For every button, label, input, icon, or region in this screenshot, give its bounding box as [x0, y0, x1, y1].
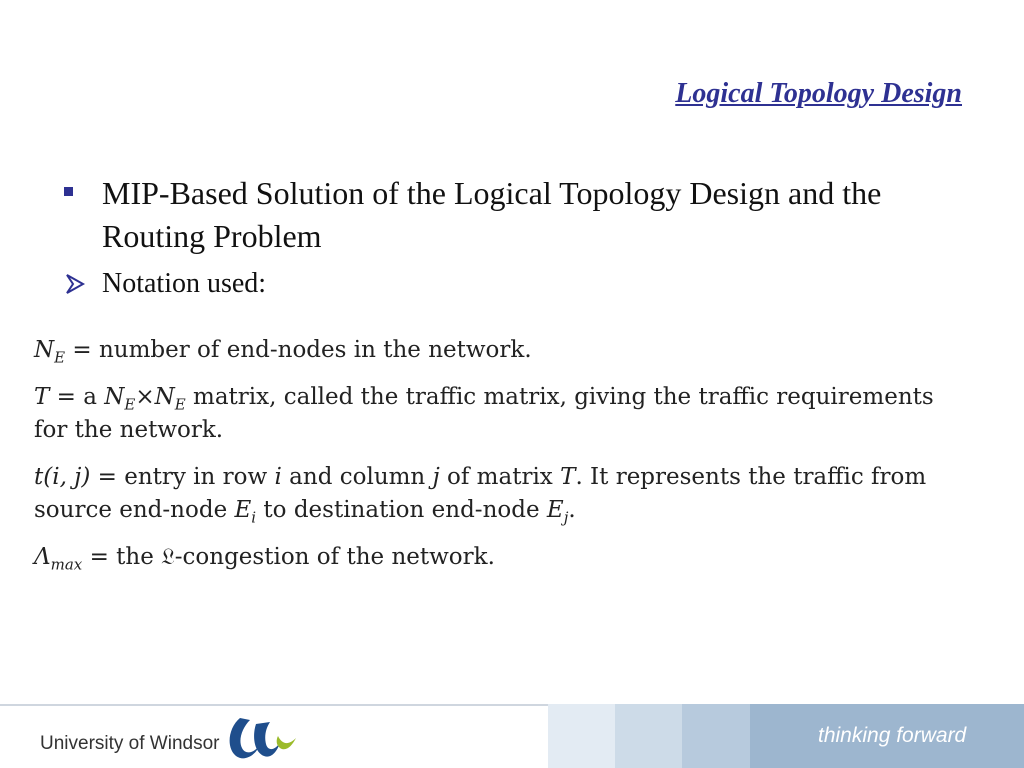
symbol-t: T — [560, 464, 576, 490]
symbol-t: T — [34, 384, 50, 410]
footer-band-3 — [682, 704, 750, 768]
times-sign: × — [135, 384, 155, 410]
square-bullet-icon — [64, 187, 73, 196]
university-name: University of Windsor — [40, 733, 220, 754]
notation-traffic-matrix-text: matrix, called the traffic matrix, giving the traffic requirements for the network. — [34, 384, 934, 443]
sub-bullet — [64, 266, 266, 302]
subscript-j: j — [563, 508, 569, 527]
subscript-e: E — [174, 395, 186, 414]
footer-tagline: thinking forward — [818, 724, 967, 747]
symbol-tij: t(i, j) — [34, 464, 91, 490]
notation-block — [34, 334, 974, 588]
subscript-max: max — [50, 555, 83, 574]
text: to destination end-node — [256, 497, 547, 523]
footer-band-2 — [615, 704, 682, 768]
notation-entry — [34, 461, 974, 527]
main-bullet — [64, 172, 944, 258]
subscript-i: i — [251, 508, 257, 527]
notation-congestion — [34, 541, 974, 574]
symbol-e: E — [234, 497, 252, 523]
subscript-e: E — [54, 348, 66, 367]
footer-band-1 — [548, 704, 615, 768]
text: . — [568, 497, 576, 523]
sub-bullet-text: Notation used: — [102, 268, 267, 299]
symbol-lambda: Λ — [34, 544, 51, 570]
symbol-e: E — [546, 497, 564, 523]
symbol-n: N — [104, 384, 125, 410]
symbol-j: j — [432, 464, 440, 490]
notation-congestion-text: = the 𝔏-congestion of the network. — [82, 544, 495, 570]
text: = entry in row — [90, 464, 275, 490]
symbol-i: i — [274, 464, 282, 490]
text: . It represents the traffic from source end-node — [34, 464, 927, 523]
slide-title: Logical Topology Design — [675, 78, 962, 109]
subscript-e: E — [124, 395, 136, 414]
notation-traffic-matrix — [34, 381, 974, 447]
text-equals-a: = a — [49, 384, 105, 410]
arrowhead-bullet-icon — [64, 273, 86, 295]
symbol-n: N — [34, 337, 55, 363]
notation-ne-text: = number of end-nodes in the network. — [65, 337, 532, 363]
university-logo-icon — [226, 714, 300, 762]
main-bullet-text: MIP-Based Solution of the Logical Topology Design and the Routing Problem — [102, 175, 882, 254]
text: of matrix — [439, 464, 561, 490]
notation-ne — [34, 334, 974, 367]
symbol-n: N — [154, 384, 175, 410]
text: and column — [281, 464, 433, 490]
